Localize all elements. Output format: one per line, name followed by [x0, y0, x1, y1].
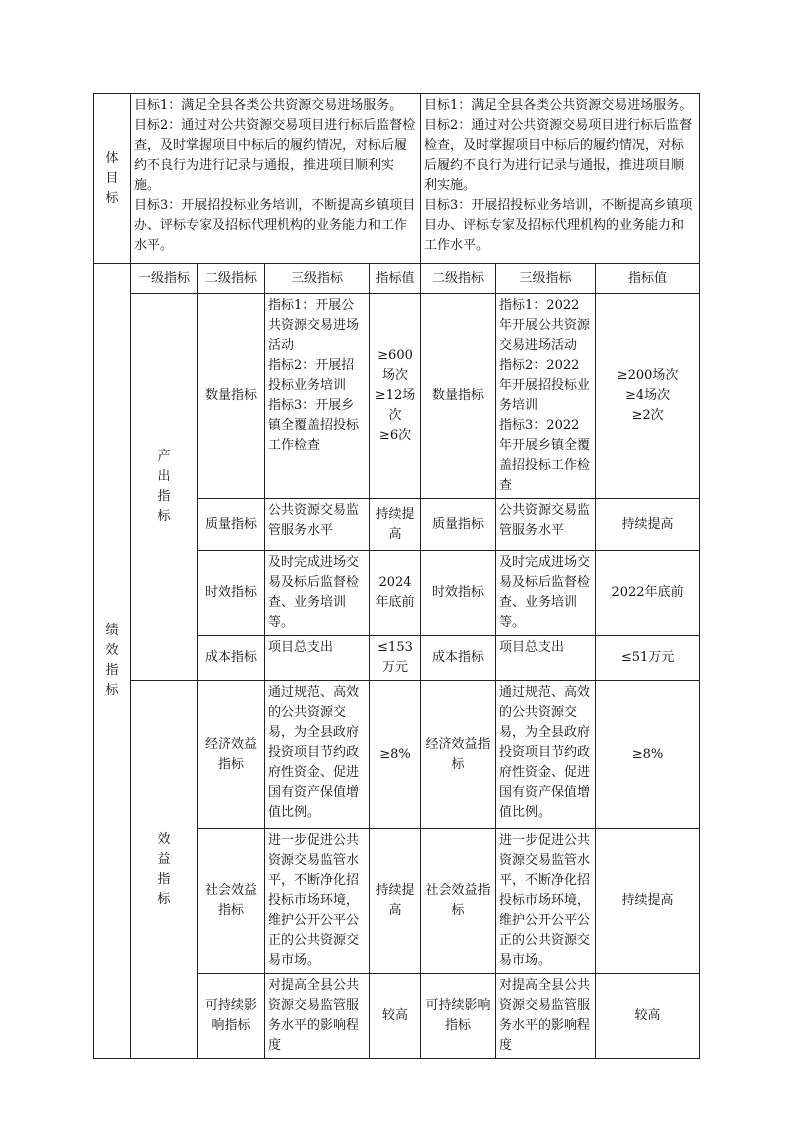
- goal-left-2: 目标2：通过对公共资源交易项目进行标后监督检查，及时掌握项目中标后的履约情况，对标后履约不良行为进行记录与通报，推进项目顺利实施。: [134, 118, 416, 193]
- benefit-l2b: 可持续影响指标: [421, 974, 496, 1059]
- benefit-va: ≥8%: [370, 681, 421, 829]
- output-va: 2024年底前: [370, 551, 421, 636]
- goal-label-cell: [94, 94, 131, 264]
- goal-label: 体 目 标: [105, 150, 119, 206]
- goal-right-2: 目标2：通过对公共资源交易项目进行标后监督检查，及时掌握项目中标后的履约情况，对标后履约不良行为进行记录与通报，推进项目顺利实施。: [424, 118, 693, 193]
- output-l2a: 数量指标: [198, 294, 265, 499]
- output-vb: 持续提高: [596, 499, 700, 551]
- benefit-l2a: 社会效益指标: [198, 829, 265, 974]
- benefit-va: 持续提高: [370, 829, 421, 974]
- output-vb: ≥200场次 ≥4场次 ≥2次: [596, 294, 700, 499]
- perf-label-cell: [94, 264, 131, 1059]
- goal-left-1: 目标1：满足全县各类公共资源交易进场服务。: [134, 98, 403, 113]
- output-va: 持续提高: [370, 499, 421, 551]
- output-l3a: 公共资源交易监管服务水平: [265, 499, 370, 551]
- output-l3b: 公共资源交易监管服务水平: [496, 499, 596, 551]
- goal-right-3: 目标3：开展招投标业务培训，不断提高乡镇项目办、评标专家及招标代理机构的业务能力和工作水平。: [424, 198, 693, 253]
- header-l3a: 三级指标: [265, 264, 370, 294]
- benefit-l3b: 通过规范、高效的公共资源交易，为全县政府投资项目节约政府性资金、促进国有资产保值增值比例。: [496, 681, 596, 829]
- header-l3b: 三级指标: [496, 264, 596, 294]
- benefit-l3b: 进一步促进公共资源交易监管水平，不断净化招投标市场环境，维护公开公平公正的公共资源交易市场。: [496, 829, 596, 974]
- benefit-vb: 较高: [596, 974, 700, 1059]
- output-l2b: 时效指标: [421, 551, 496, 636]
- output-vb: 2022年底前: [596, 551, 700, 636]
- header-va: 指标值: [370, 264, 421, 294]
- benefit-label-cell: [131, 681, 198, 1059]
- benefit-l3a: 通过规范、高效的公共资源交易，为全县政府投资项目节约政府性资金、促进国有资产保值增值比例。: [265, 681, 370, 829]
- output-l2a: 质量指标: [198, 499, 265, 551]
- output-l3b: 项目总支出: [496, 636, 596, 681]
- output-vb: ≤51万元: [596, 636, 700, 681]
- performance-goal-table: [93, 93, 700, 1059]
- goal-left-3: 目标3：开展招投标业务培训，不断提高乡镇项目办、评标专家及招标代理机构的业务能力和工作水平。: [134, 198, 416, 253]
- output-l3a: 指标1：开展公共资源交易进场活动 指标2：开展招投标业务培训 指标3：开展乡镇全覆盖招投标工作检查: [265, 294, 370, 499]
- benefit-l2b: 社会效益指标: [421, 829, 496, 974]
- benefit-label: 效 益 指 标: [157, 831, 171, 907]
- output-l2b: 成本指标: [421, 636, 496, 681]
- benefit-l3a: 进一步促进公共资源交易监管水平，不断净化招投标市场环境，维护公开公平公正的公共资源交易市场。: [265, 829, 370, 974]
- benefit-l3b: 对提高全县公共资源交易监管服务水平的影响程度: [496, 974, 596, 1059]
- goal-right-cell: [421, 94, 700, 264]
- goal-right-1: 目标1：满足全县各类公共资源交易进场服务。: [424, 98, 693, 113]
- output-l2a: 时效指标: [198, 551, 265, 636]
- benefit-l2b: 经济效益指标: [421, 681, 496, 829]
- benefit-l2a: 经济效益指标: [198, 681, 265, 829]
- benefit-l2a: 可持续影响指标: [198, 974, 265, 1059]
- goal-left-cell: [131, 94, 421, 264]
- header-l2b: 二级指标: [421, 264, 496, 294]
- benefit-vb: ≥8%: [596, 681, 700, 829]
- output-label-cell: [131, 294, 198, 681]
- output-va: ≤153万元: [370, 636, 421, 681]
- header-l1: 一级指标: [131, 264, 198, 294]
- benefit-va: 较高: [370, 974, 421, 1059]
- output-l2b: 数量指标: [421, 294, 496, 499]
- perf-label: 绩 效 指 标: [105, 623, 119, 698]
- output-l3a: 项目总支出: [265, 636, 370, 681]
- output-l3b: 指标1：2022年开展公共资源交易进场活动 指标2：2022年开展招投标业务培训 指标3：2022年开展乡镇全覆盖招投标工作检查: [496, 294, 596, 499]
- output-va: ≥600场次 ≥12场次 ≥6次: [370, 294, 421, 499]
- output-l3b: 及时完成进场交易及标后监督检查、业务培训等。: [496, 551, 596, 636]
- benefit-vb: 持续提高: [596, 829, 700, 974]
- benefit-l3a: 对提高全县公共资源交易监管服务水平的影响程度: [265, 974, 370, 1059]
- header-l2a: 二级指标: [198, 264, 265, 294]
- output-label: 产 出 指 标: [157, 449, 171, 524]
- output-l2b: 质量指标: [421, 499, 496, 551]
- header-vb: 指标值: [596, 264, 700, 294]
- output-l2a: 成本指标: [198, 636, 265, 681]
- output-l3a: 及时完成进场交易及标后监督检查、业务培训等。: [265, 551, 370, 636]
